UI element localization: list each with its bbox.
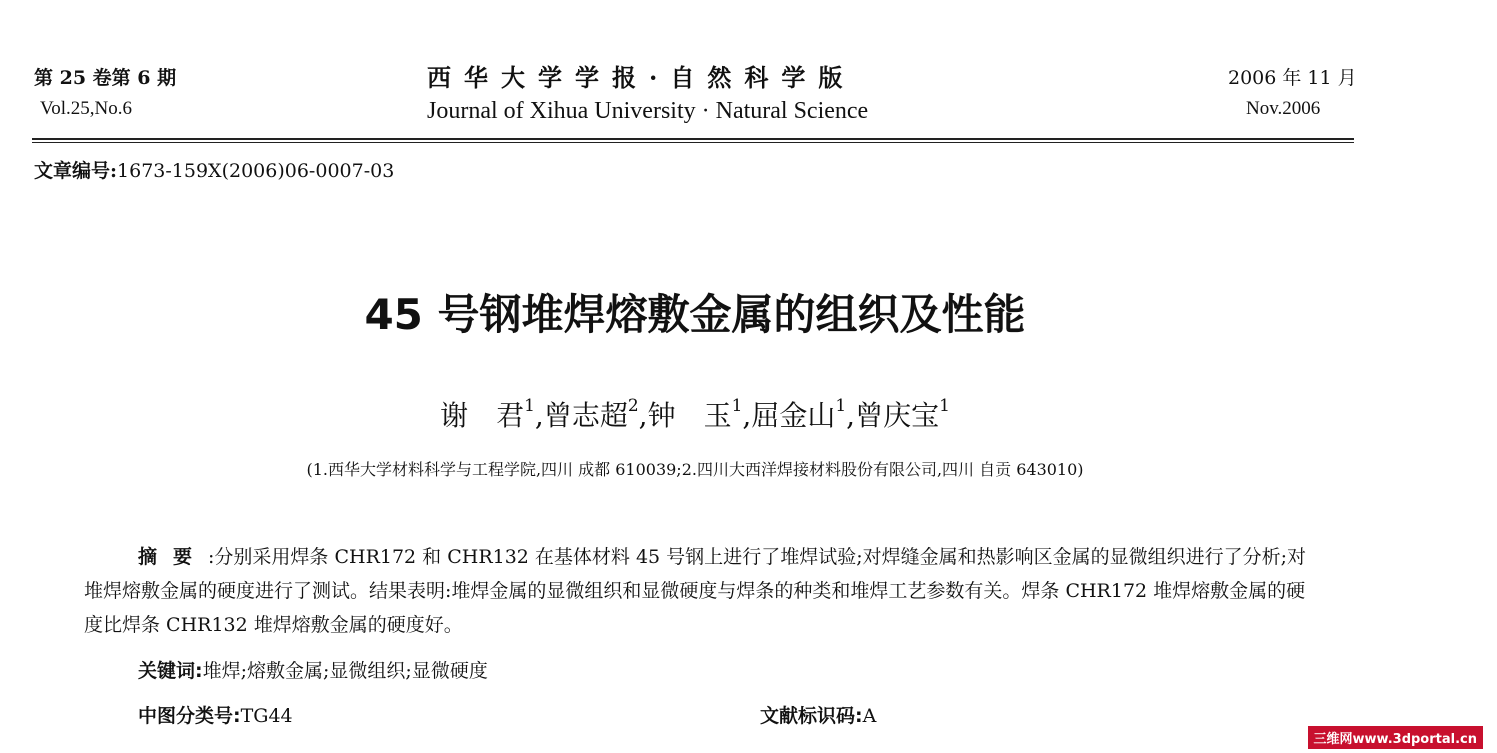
author-name: 谢 君 — [440, 399, 525, 432]
author-list: 谢 君$^1$,曾志超$^2$,钟 玉$^1$,屈金山$^1$,曾庆宝$^1$ — [440, 395, 950, 432]
author-affiliation-mark: 1 — [939, 395, 950, 416]
publication-date-en: Nov.2006 — [1246, 98, 1321, 119]
classification-value: TG44 — [240, 705, 293, 727]
volume-issue-cn: 第 25 卷第 6 期 — [34, 67, 177, 89]
article-number — [34, 156, 394, 183]
keywords-value: 堆焊;熔敷金属;显微组织;显微硬度 — [202, 660, 488, 682]
classification-number — [138, 701, 293, 728]
author-name: 屈金山 — [751, 399, 836, 432]
publication-date-cn: 2006 年 11 月 — [1228, 67, 1357, 89]
site-watermark: 三维网www.3dportal.cn — [1308, 726, 1483, 749]
author-affiliation-mark: 1 — [524, 395, 535, 416]
journal-name-cn: 西华大学学报·自然科学版 — [427, 63, 856, 92]
document-code-label: 文献标识码: — [760, 705, 863, 727]
author-affiliation-mark: 2 — [627, 395, 639, 416]
abstract-label: 摘要 — [138, 546, 209, 568]
author-affiliations: (1.西华大学材料科学与工程学院,四川 成都 610039;2.四川大西洋焊接材料股份有限公司,四川 自贡 643010) — [306, 460, 1084, 479]
header-rule-thin — [32, 142, 1354, 143]
keywords — [138, 656, 488, 683]
paper-title: 45 号钢堆焊熔敷金属的组织及性能 — [364, 290, 1026, 339]
author-affiliation-mark: 1 — [731, 395, 743, 416]
article-number-label: 文章编号: — [34, 160, 118, 182]
header-rule-thick — [32, 138, 1354, 140]
author-name: 曾志超 — [543, 399, 628, 432]
author-name: 钟 玉 — [647, 399, 732, 432]
document-code-value: A — [862, 705, 877, 727]
author-name: 曾庆宝 — [855, 399, 940, 432]
abstract-text: :分别采用焊条 CHR172 和 CHR132 在基体材料 45 号钢上进行了堆焊试验;对焊缝金属和热影响区金属的显微组织进行了分析;对堆焊熔敷金属的硬度进行了测试。结果表明:堆焊金属的显微组织和显微硬度与焊条的种类和堆焊工艺参数有关。焊条 CHR172 堆焊熔敷金属的硬度比焊条 CHR132 堆焊熔敷金属的硬度好。 — [84, 546, 1306, 636]
journal-name-en: Journal of Xihua University · Natural Science — [427, 98, 869, 124]
keywords-label: 关键词: — [138, 660, 203, 682]
abstract — [84, 540, 1314, 642]
author-affiliation-mark: 1 — [835, 395, 847, 416]
volume-issue-en: Vol.25,No.6 — [40, 98, 133, 119]
document-code — [760, 701, 876, 728]
classification-label: 中图分类号: — [138, 705, 241, 727]
article-number-value: 1673-159X(2006)06-0007-03 — [117, 160, 395, 182]
